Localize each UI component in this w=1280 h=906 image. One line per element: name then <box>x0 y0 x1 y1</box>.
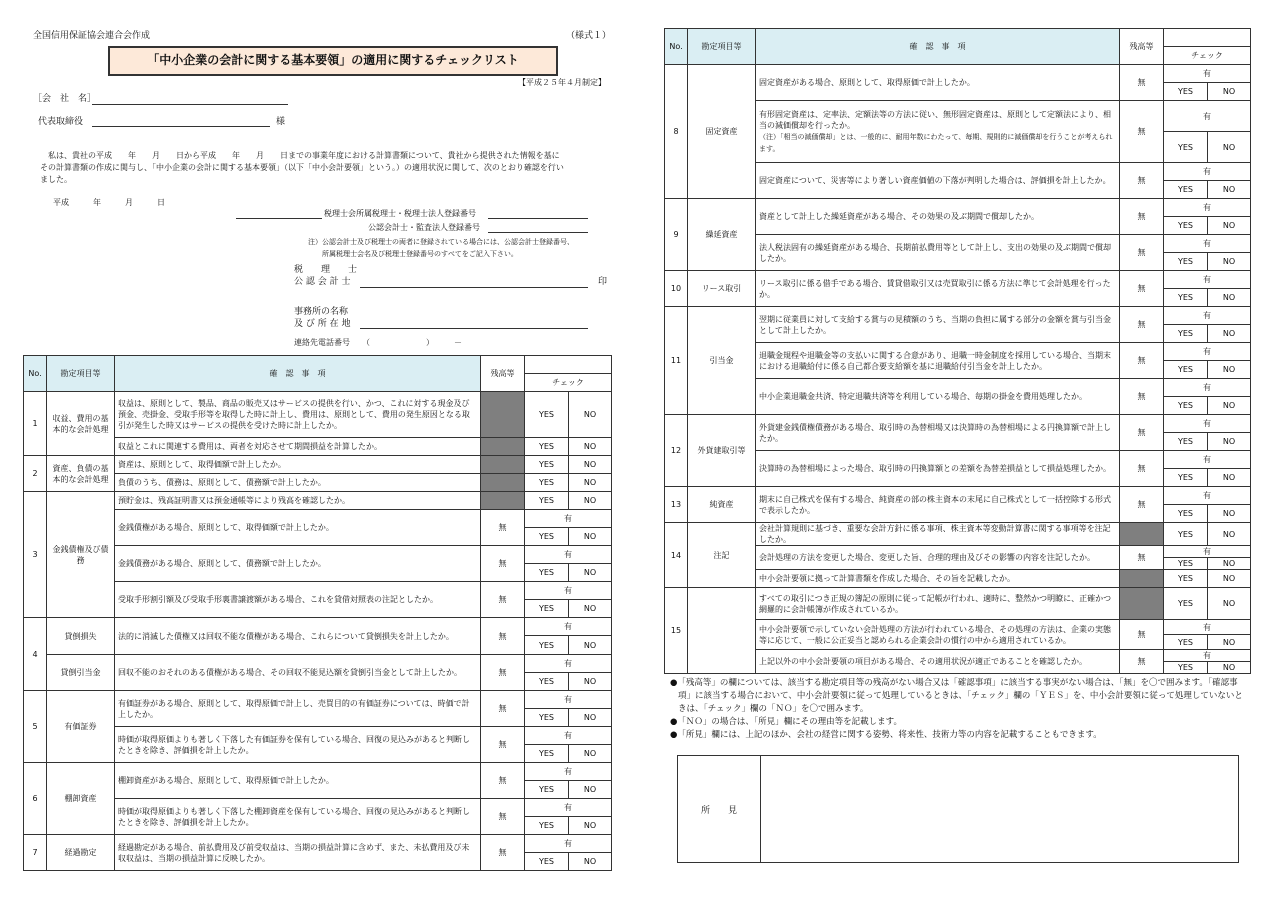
footnote-3: ●「所見」欄には、上記のほか、会社の経営に関する姿勢、将来性、技術力等の内容を記載することもできます。 <box>670 730 1102 740</box>
col-check-spacer <box>525 356 612 374</box>
no-option[interactable]: NO <box>569 817 612 835</box>
confirm-item <box>756 487 1120 523</box>
no-option[interactable]: NO <box>1208 253 1251 271</box>
confirm-text: 棚卸資産がある場合、原則として、取得原価で計上したか。 <box>118 776 334 785</box>
row-sub-item: 貸倒引当金 <box>47 655 115 691</box>
row-number: 10 <box>665 271 688 307</box>
balance-none-option[interactable]: 無 <box>1120 101 1164 163</box>
confirm-text: 翌期に従業員に対して支給する賞与の見積額のうち、当期の負担に属する部分の金額を賞与引当金として計上したか。 <box>759 314 1111 335</box>
confirm-item <box>115 618 481 655</box>
yes-option[interactable]: YES <box>1164 505 1208 523</box>
row-number: 4 <box>24 618 47 691</box>
confirm-text: 上記以外の中小会計要領の項目がある場合、その適用状況が適正であることを確認したか。 <box>759 657 1087 666</box>
no-option[interactable]: NO <box>1208 469 1251 487</box>
has-balance-option[interactable]: 有 <box>1164 343 1251 361</box>
yes-option[interactable]: YES <box>525 456 569 474</box>
balance-none-option[interactable]: 無 <box>481 546 525 582</box>
has-balance-option[interactable]: 有 <box>1164 199 1251 217</box>
confirm-text: すべての取引につき正規の簿記の原則に従って記帳が行われ、適時に、整然かつ明瞭に、正確かつ網羅的に会計帳簿が作成されているか。 <box>759 593 1112 614</box>
confirm-text: 決算時の為替相場によった場合、取引時の円換算額との差額を為替差損益として損益処理したか。 <box>759 464 1111 473</box>
yes-option[interactable]: YES <box>1164 433 1208 451</box>
has-balance-option[interactable]: 有 <box>1164 379 1251 397</box>
balance-cell-gray <box>1120 523 1164 546</box>
confirm-text: 法人税法固有の繰延資産がある場合、長期前払費用等として計上し、支出の効果の及ぶ期間で償却したか。 <box>759 242 1111 263</box>
confirm-item <box>756 650 1120 674</box>
reg-field-2[interactable] <box>488 232 588 233</box>
balance-none-option[interactable]: 無 <box>481 799 525 835</box>
confirm-item <box>115 835 481 871</box>
confirm-text: 時価が取得原価よりも著しく下落した棚卸資産を保有している場合、回復の見込みがあると判断したときを除き、評価損を計上したか。 <box>118 806 470 827</box>
no-option[interactable]: NO <box>569 564 612 582</box>
reg-note-2: 所属税理士会名及び税理士登録番号のすべてをご記入下さい。 <box>322 250 518 258</box>
balance-cell-gray <box>481 456 525 474</box>
table-row <box>665 415 1251 433</box>
reg-label-1: 税理士会所属税理士・税理士法人登録番号 <box>324 209 476 218</box>
row-item: 棚卸資産 <box>47 763 115 835</box>
table-row <box>665 487 1251 505</box>
balance-none-option[interactable]: 無 <box>1120 307 1164 343</box>
row-item: 有価証券 <box>47 691 115 763</box>
has-balance-option[interactable]: 有 <box>1164 415 1251 433</box>
has-balance-option[interactable]: 有 <box>1164 235 1251 253</box>
no-option[interactable]: NO <box>1208 132 1251 163</box>
row-item: 資産、負債の基本的な会計処理 <box>47 456 115 492</box>
yes-option[interactable]: YES <box>525 528 569 546</box>
row-number: 12 <box>665 415 688 487</box>
reg-note-1: 注）公認会計士及び税理士の両者に登録されている場合には、公認会計士登録番号、 <box>308 238 574 246</box>
confirm-item <box>756 451 1120 487</box>
no-option[interactable]: NO <box>569 673 612 691</box>
col-confirm: 確 認 事 項 <box>115 356 481 392</box>
has-balance-option[interactable]: 有 <box>525 582 612 600</box>
row-item <box>688 588 756 674</box>
row-item: リース取引 <box>688 271 756 307</box>
balance-cell-gray <box>481 438 525 456</box>
enacted-date: 【平成２５年４月制定】 <box>518 78 606 87</box>
footnote-1a: ●「残高等」の欄については、該当する勘定項目等の残高がない場合又は「確認事項」に該当する事実がない場合は、「無」を〇で囲みます。「確認事 <box>670 678 1238 688</box>
no-option[interactable]: NO <box>569 781 612 799</box>
form-number: （様式１） <box>566 31 612 41</box>
no-option[interactable]: NO <box>1208 505 1251 523</box>
confirm-item <box>115 392 481 438</box>
confirm-text: 経過勘定がある場合、前払費用及び前受収益は、当期の損益計算に含めず、また、未払費用及び未収収益は、当期の損益計算に反映したか。 <box>118 842 470 863</box>
balance-cell-gray <box>1120 588 1164 620</box>
yes-option[interactable]: YES <box>525 636 569 655</box>
confirm-item <box>115 655 481 691</box>
has-balance-option[interactable]: 有 <box>525 763 612 781</box>
confirm-item <box>115 546 481 582</box>
balance-none-option[interactable]: 無 <box>481 763 525 799</box>
confirm-text: 退職金規程や退職金等の支払いに関する合意があり、退職一時金制度を採用している場合、当期末における退職給付に係る自己都合要支給額を基に退職給付引当金を計上したか。 <box>759 350 1111 371</box>
no-option[interactable]: NO <box>1208 635 1251 650</box>
sig-label-1: 税 理 士 <box>294 265 358 275</box>
col-balance: 残高等 <box>1120 29 1164 65</box>
col-balance: 残高等 <box>481 356 525 392</box>
row-number: 5 <box>24 691 47 763</box>
confirm-item <box>756 415 1120 451</box>
has-balance-option[interactable]: 有 <box>525 510 612 528</box>
yes-option[interactable]: YES <box>525 853 569 871</box>
table-row <box>24 655 612 673</box>
no-option[interactable]: NO <box>569 745 612 763</box>
has-balance-option[interactable]: 有 <box>1164 65 1251 83</box>
confirm-item <box>756 570 1120 588</box>
has-balance-option[interactable]: 有 <box>1164 163 1251 181</box>
balance-none-option[interactable]: 無 <box>1120 379 1164 415</box>
table-row <box>665 523 1251 546</box>
balance-cell-gray <box>481 492 525 510</box>
confirm-text: 期末に自己株式を保有する場合、純資産の部の株主資本の末尾に自己株式として一括控除する形式で表示したか。 <box>759 494 1111 515</box>
confirm-text: 収益は、原則として、製品、商品の販売又はサービスの提供を行い、かつ、これに対する現金及び預金、売掛金、受取手形等を取得した時に計上し、費用は、原則として、費用の発生原因となる取引が発生した時又はサービスの提供を受けた時に計上したか。 <box>118 399 470 430</box>
confirm-text: 有価証券がある場合、原則として、取得原価で計上し、売買目的の有価証券については、時価で計上したか。 <box>118 698 470 719</box>
confirm-text: 金銭債務がある場合、原則として、債務額で計上したか。 <box>118 559 326 568</box>
no-option[interactable]: NO <box>1208 570 1251 588</box>
no-option[interactable]: NO <box>1208 558 1251 570</box>
table-row <box>24 763 612 781</box>
no-option[interactable]: NO <box>1208 397 1251 415</box>
row-number: 13 <box>665 487 688 523</box>
balance-cell-gray <box>481 474 525 492</box>
yes-option[interactable]: YES <box>1164 83 1208 101</box>
yes-option[interactable]: YES <box>1164 558 1208 570</box>
no-option[interactable]: NO <box>1208 181 1251 199</box>
confirm-text: 固定資産について、災害等により著しい資産価値の下落が判明した場合は、評価損を計上したか。 <box>759 176 1111 185</box>
balance-none-option[interactable]: 無 <box>1120 163 1164 199</box>
ceo-suffix: 様 <box>276 117 286 127</box>
balance-none-option[interactable]: 無 <box>1120 546 1164 570</box>
has-balance-option[interactable]: 有 <box>525 799 612 817</box>
table-row <box>24 691 612 709</box>
yes-option[interactable]: YES <box>1164 588 1208 620</box>
ceo-label: 代表取締役 <box>38 117 84 127</box>
has-balance-option[interactable]: 有 <box>1164 101 1251 132</box>
row-item: 経過勘定 <box>47 835 115 871</box>
balance-none-option[interactable]: 無 <box>1120 415 1164 451</box>
has-balance-option[interactable]: 有 <box>525 835 612 853</box>
balance-none-option[interactable]: 無 <box>1120 65 1164 101</box>
confirm-text: 中小企業退職金共済、特定退職共済等を利用している場合、毎期の掛金を費用処理したか。 <box>759 392 1087 401</box>
confirm-item <box>756 271 1120 307</box>
company-name-label: ［会 社 名］ <box>33 94 97 104</box>
row-number: 1 <box>24 392 47 456</box>
balance-none-option[interactable]: 無 <box>1120 451 1164 487</box>
yes-option[interactable]: YES <box>1164 570 1208 588</box>
row-item: 金銭債権及び債務 <box>47 492 115 618</box>
yes-option[interactable]: YES <box>525 781 569 799</box>
yes-option[interactable]: YES <box>525 492 569 510</box>
no-option[interactable]: NO <box>1208 361 1251 379</box>
yes-option[interactable]: YES <box>1164 181 1208 199</box>
confirm-text: 中小会計要領で示していない会計処理の方法が行われている場合、その処理の方法は、企業の実態等に応じて、一般に公正妥当と認められる企業会計の慣行の中から適用されているか。 <box>759 624 1111 645</box>
intro-line-1: 私は、貴社の平成 年 月 日から平成 年 月 日までの事業年度における計算書類について、貴社から提供された情報を基に <box>40 151 560 160</box>
has-balance-option[interactable]: 有 <box>1164 546 1251 558</box>
has-balance-option[interactable]: 有 <box>1164 451 1251 469</box>
confirm-item <box>115 438 481 456</box>
row-number: 7 <box>24 835 47 871</box>
balance-none-option[interactable]: 無 <box>1120 620 1164 650</box>
confirm-item <box>756 65 1120 101</box>
row-number: 2 <box>24 456 47 492</box>
yes-option[interactable]: YES <box>525 564 569 582</box>
footnote-1b: 項」に該当する場合において、中小会計要領に従って処理しているときは、「チェック」欄の「ＹＥＳ」を、中小会計要領に従って処理していないと <box>678 691 1243 701</box>
no-option[interactable]: NO <box>569 456 612 474</box>
yes-option[interactable]: YES <box>1164 469 1208 487</box>
sign-date: 平成 年 月 日 <box>53 198 165 207</box>
confirm-text: 回収不能のおそれのある債権がある場合、その回収不能見込額を貸倒引当金として計上したか。 <box>118 668 462 677</box>
no-option[interactable]: NO <box>569 853 612 871</box>
balance-none-option[interactable]: 無 <box>1120 487 1164 523</box>
col-item: 勘定項目等 <box>47 356 115 392</box>
confirm-item <box>115 691 481 727</box>
confirm-text: 金銭債権がある場合、原則として、取得価額で計上したか。 <box>118 523 334 532</box>
balance-none-option[interactable]: 無 <box>481 618 525 655</box>
row-number: 14 <box>665 523 688 588</box>
confirm-item <box>756 199 1120 235</box>
row-number: 11 <box>665 307 688 415</box>
footnotes <box>670 677 1256 742</box>
row-item: 固定資産 <box>688 65 756 199</box>
form-title: 「中小企業の会計に関する基本要領」の適用に関するチェックリスト <box>108 46 558 76</box>
table-row <box>665 588 1251 620</box>
yes-option[interactable]: YES <box>1164 217 1208 235</box>
has-balance-option[interactable]: 有 <box>525 655 612 673</box>
table-row <box>24 835 612 853</box>
confirm-item <box>756 101 1120 163</box>
footnote-1c: きは、「チェック」欄の「ＮＯ」を〇で囲みます。 <box>678 704 869 714</box>
yes-option[interactable]: YES <box>1164 635 1208 650</box>
yes-option[interactable]: YES <box>525 673 569 691</box>
no-option[interactable]: NO <box>569 528 612 546</box>
table-row <box>24 392 612 438</box>
balance-none-option[interactable]: 無 <box>1120 235 1164 271</box>
row-number: 8 <box>665 65 688 199</box>
balance-none-option[interactable]: 無 <box>1120 199 1164 235</box>
row-number: 9 <box>665 199 688 271</box>
has-balance-option[interactable]: 有 <box>525 546 612 564</box>
checklist-table-right <box>664 28 1251 674</box>
confirm-text: 会社計算規則に基づき、重要な会計方針に係る事項、株主資本等変動計算書に関する事項等を注記したか。 <box>759 524 1111 544</box>
balance-none-option[interactable]: 無 <box>481 510 525 546</box>
has-balance-option[interactable]: 有 <box>1164 620 1251 635</box>
confirm-item <box>756 163 1120 199</box>
confirm-text: 法的に消滅した債権又は回収不能な債権がある場合、これらについて貸倒損失を計上したか。 <box>118 631 454 641</box>
yes-option[interactable]: YES <box>1164 397 1208 415</box>
has-balance-option[interactable]: 有 <box>1164 307 1251 325</box>
has-balance-option[interactable]: 有 <box>525 618 612 636</box>
table-row <box>24 492 612 510</box>
has-balance-option[interactable]: 有 <box>525 691 612 709</box>
row-number: 15 <box>665 588 688 674</box>
no-option[interactable]: NO <box>569 492 612 510</box>
yes-option[interactable]: YES <box>1164 523 1208 546</box>
balance-cell-gray <box>481 392 525 438</box>
confirm-note: （注）「相当の減価償却」とは、一般的に、耐用年数にわたって、毎期、規則的に減価償却を行うことが考えられます。 <box>759 132 1113 153</box>
no-option[interactable]: NO <box>1208 433 1251 451</box>
phone-label: 連絡先電話番号 （ ） － <box>294 338 462 347</box>
col-check: チェック <box>1164 47 1251 65</box>
balance-none-option[interactable]: 無 <box>481 582 525 618</box>
confirm-item <box>756 588 1120 620</box>
checklist-table-left <box>23 355 612 871</box>
confirm-text: 受取手形割引額及び受取手形裏書譲渡額がある場合、これを貸借対照表の注記としたか。 <box>118 595 438 604</box>
no-option[interactable]: NO <box>1208 523 1251 546</box>
yes-option[interactable]: YES <box>525 709 569 727</box>
row-item: 収益、費用の基本的な会計処理 <box>47 392 115 456</box>
confirm-text: 負債のうち、債務は、原則として、債務額で計上したか。 <box>118 478 326 487</box>
ceo-name-field[interactable] <box>92 126 270 127</box>
no-option[interactable]: NO <box>1208 289 1251 307</box>
yes-option[interactable]: YES <box>1164 289 1208 307</box>
office-label-1: 事務所の名称 <box>294 307 349 317</box>
yes-option[interactable]: YES <box>1164 132 1208 163</box>
no-option[interactable]: NO <box>1208 217 1251 235</box>
no-option[interactable]: NO <box>1208 588 1251 620</box>
balance-none-option[interactable]: 無 <box>1120 271 1164 307</box>
col-item: 勘定項目等 <box>688 29 756 65</box>
has-balance-option[interactable]: 有 <box>1164 487 1251 505</box>
row-sub-item: 貸倒損失 <box>47 618 115 655</box>
confirm-item <box>115 763 481 799</box>
confirm-item <box>115 510 481 546</box>
table-row <box>24 456 612 474</box>
yes-option[interactable]: YES <box>525 438 569 456</box>
no-option[interactable]: NO <box>569 392 612 438</box>
yes-option[interactable]: YES <box>1164 253 1208 271</box>
table-row <box>24 618 612 636</box>
row-item: 繰延資産 <box>688 199 756 271</box>
confirm-item <box>756 307 1120 343</box>
confirm-item <box>115 474 481 492</box>
row-item: 純資産 <box>688 487 756 523</box>
no-option[interactable]: NO <box>569 636 612 655</box>
yes-option[interactable]: YES <box>1164 325 1208 343</box>
no-option[interactable]: NO <box>1208 83 1251 101</box>
balance-cell-gray <box>1120 570 1164 588</box>
row-number: 3 <box>24 492 47 618</box>
intro-line-2: その計算書類の作成に関与し、「中小企業の会計に関する基本要領」（以下「中小会計要領」という。）の適用状況に関して、次のとおり確認を行い <box>40 163 564 172</box>
has-balance-option[interactable]: 有 <box>1164 650 1251 662</box>
reg-field-1[interactable] <box>488 218 588 219</box>
col-no: No. <box>24 356 47 392</box>
confirm-text: 時価が取得原価よりも著しく下落した有価証券を保有している場合、回復の見込みがあると判断したときを除き、評価損を計上したか。 <box>118 734 470 755</box>
confirm-text: 中小会計要領に拠って計算書類を作成した場合、その旨を記載したか。 <box>759 574 1015 583</box>
reg-label-2: 公認会計士・監査法人登録番号 <box>368 223 480 232</box>
balance-none-option[interactable]: 無 <box>481 835 525 871</box>
col-check: チェック <box>525 374 612 392</box>
no-option[interactable]: NO <box>1208 325 1251 343</box>
confirm-item <box>756 235 1120 271</box>
confirm-text: 資産は、原則として、取得価額で計上したか。 <box>118 460 286 469</box>
table-row <box>665 65 1251 83</box>
confirm-text: リース取引に係る借手である場合、賃貸借取引又は売買取引に係る方法に準じて会計処理を行ったか。 <box>759 278 1111 299</box>
confirm-text: 預貯金は、残高証明書又は預金通帳等により残高を確認したか。 <box>118 496 350 505</box>
signature-field[interactable] <box>360 287 588 288</box>
no-option[interactable]: NO <box>569 474 612 492</box>
issuer-org: 全国信用保証協会連合会作成 <box>33 31 151 41</box>
no-option[interactable]: NO <box>569 709 612 727</box>
row-item: 引当金 <box>688 307 756 415</box>
table-row <box>665 307 1251 325</box>
balance-none-option[interactable]: 無 <box>481 691 525 727</box>
row-item: 注記 <box>688 523 756 588</box>
reg-line-1a <box>236 218 322 219</box>
yes-option[interactable]: YES <box>525 817 569 835</box>
confirm-text: 外貨建金銭債権債務がある場合、取引時の為替相場又は決算時の為替相場による円換算額で計上したか。 <box>759 422 1111 443</box>
table-row <box>665 271 1251 289</box>
no-option[interactable]: NO <box>569 600 612 618</box>
office-field[interactable] <box>360 328 588 329</box>
confirm-text: 収益とこれに関連する費用は、両者を対応させて期間損益を計算したか。 <box>118 442 382 451</box>
balance-none-option[interactable]: 無 <box>481 655 525 691</box>
footnote-2: ●「ＮＯ」の場合は、「所見」欄にその理由等を記載します。 <box>670 717 902 727</box>
yes-option[interactable]: YES <box>525 474 569 492</box>
balance-none-option[interactable]: 無 <box>1120 343 1164 379</box>
yes-option[interactable]: YES <box>525 600 569 618</box>
row-number: 6 <box>24 763 47 835</box>
confirm-item <box>115 582 481 618</box>
balance-none-option[interactable]: 無 <box>1120 650 1164 674</box>
has-balance-option[interactable]: 有 <box>525 727 612 745</box>
remarks-label: 所 見 <box>678 756 761 862</box>
table-row <box>665 199 1251 217</box>
intro-line-3: ました。 <box>40 175 72 184</box>
yes-option[interactable]: YES <box>1164 361 1208 379</box>
balance-none-option[interactable]: 無 <box>481 727 525 763</box>
confirm-text: 有形固定資産は、定率法、定額法等の方法に従い、無形固定資産は、原則として定額法により、相当の減価償却を行ったか。 <box>759 109 1111 130</box>
seal-mark: 印 <box>598 277 608 287</box>
yes-option[interactable]: YES <box>1164 662 1208 674</box>
confirm-item <box>756 546 1120 570</box>
confirm-item <box>115 799 481 835</box>
confirm-item <box>115 492 481 510</box>
confirm-item <box>756 343 1120 379</box>
confirm-item <box>756 523 1120 546</box>
confirm-item <box>115 727 481 763</box>
has-balance-option[interactable]: 有 <box>1164 271 1251 289</box>
company-name-field[interactable] <box>92 104 288 105</box>
no-option[interactable]: NO <box>1208 662 1251 674</box>
row-item: 外貨建取引等 <box>688 415 756 487</box>
remarks-box[interactable] <box>677 755 1239 863</box>
confirm-text: 会計処理の方法を変更した場合、変更した旨、合理的理由及びその影響の内容を注記したか。 <box>759 553 1095 562</box>
confirm-text: 資産として計上した繰延資産がある場合、その効果の及ぶ期間で償却したか。 <box>759 212 1039 221</box>
col-check-spacer <box>1164 29 1251 47</box>
confirm-item <box>756 620 1120 650</box>
yes-option[interactable]: YES <box>525 392 569 438</box>
confirm-text: 固定資産がある場合、原則として、取得原価で計上したか。 <box>759 78 975 87</box>
no-option[interactable]: NO <box>569 438 612 456</box>
col-confirm: 確 認 事 項 <box>756 29 1120 65</box>
yes-option[interactable]: YES <box>525 745 569 763</box>
col-no: No. <box>665 29 688 65</box>
sig-label-2: 公 認 会 計 士 <box>294 277 351 287</box>
intro-paragraph <box>40 150 610 186</box>
confirm-item <box>756 379 1120 415</box>
office-label-2: 及 び 所 在 地 <box>294 319 351 329</box>
confirm-item <box>115 456 481 474</box>
